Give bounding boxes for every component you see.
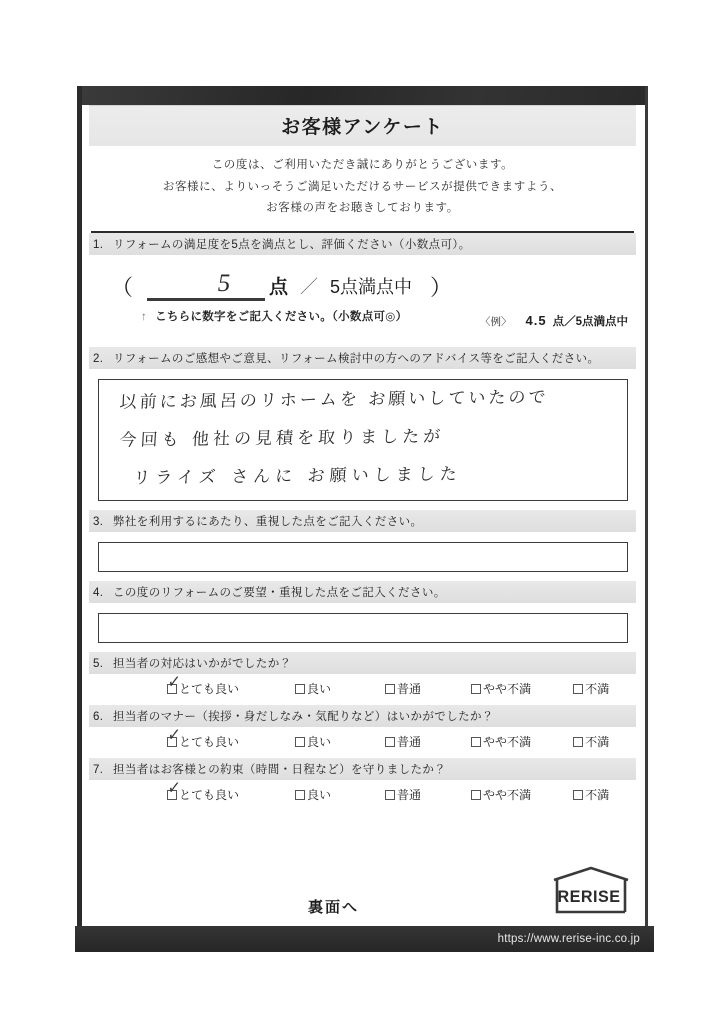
paren-close: ）	[430, 275, 453, 301]
question-2-header	[89, 347, 636, 369]
footer	[82, 860, 645, 952]
checkmark-icon: ✓	[166, 670, 182, 694]
question-2-answer-box[interactable]	[98, 379, 628, 501]
option-label: とても良い	[179, 682, 240, 697]
question-5-text: 担当者の対応はいかがでしたか？	[113, 658, 292, 671]
checkbox-icon	[471, 737, 481, 747]
question-7-number: 7.	[93, 764, 104, 777]
handwriting-line: リライズ さんに お願いしました	[132, 464, 463, 489]
question-2-text: リフォームのご感想やご意見、リフォーム検討中の方へのアドバイス等をご記入ください。	[113, 353, 600, 366]
question-2-handwritten-answer	[92, 374, 627, 498]
checkbox-option[interactable]	[573, 733, 609, 750]
checkbox-icon	[295, 790, 305, 800]
checkbox-icon	[167, 737, 177, 747]
question-4-header	[89, 581, 636, 603]
question-4-text: この度のリフォームのご要望・重視した点をご記入ください。	[113, 587, 446, 600]
score-unit: 点	[269, 277, 289, 299]
option-label: 良い	[307, 682, 332, 697]
checkbox-icon	[295, 684, 305, 694]
question-5-header	[89, 652, 636, 674]
checkbox-icon	[385, 790, 395, 800]
question-5-number: 5.	[93, 658, 104, 671]
checkmark-icon: ✓	[166, 723, 182, 747]
question-3-header	[89, 510, 636, 532]
handwritten-score: 5	[217, 270, 231, 298]
question-7-options	[89, 776, 636, 811]
paren-open: （	[111, 275, 134, 301]
option-label: 普通	[397, 735, 422, 750]
house-logo-icon	[551, 866, 631, 916]
question-3-answer-box[interactable]	[98, 542, 628, 572]
question-7-header	[89, 758, 636, 780]
option-label: 不満	[585, 682, 610, 697]
question-4-answer-box[interactable]	[98, 613, 628, 643]
example-value: 4.5	[525, 313, 547, 329]
footer-url-bar	[75, 926, 654, 952]
option-label: 良い	[307, 735, 332, 750]
question-5-options	[89, 670, 636, 705]
question-1-text: リフォームの満足度を5点を満点とし、評価ください（小数点可）。	[113, 239, 471, 252]
rerise-logo	[551, 866, 631, 916]
checkbox-option[interactable]	[573, 786, 609, 803]
checkbox-option[interactable]	[385, 680, 421, 697]
example-tag: 〈例〉	[480, 316, 512, 329]
handwriting-line: 今回も 他社の見積を取りましたが	[118, 426, 445, 451]
checkbox-icon	[385, 684, 395, 694]
title-band	[89, 105, 636, 146]
checkbox-option[interactable]	[385, 733, 421, 750]
option-label: 普通	[397, 682, 422, 697]
checkbox-option[interactable]	[295, 680, 331, 697]
question-6-number: 6.	[93, 711, 104, 724]
checkbox-icon	[573, 737, 583, 747]
checkbox-icon	[471, 684, 481, 694]
handwriting-line: 以前にお風呂のリホームを お願いしていたので	[119, 387, 550, 413]
checkbox-option[interactable]	[573, 680, 609, 697]
option-label: やや不満	[483, 788, 532, 803]
score-hint-text: こちらに数字をご記入ください。（小数点可◎）	[155, 311, 408, 324]
question-3-text: 弊社を利用するにあたり、重視した点をご記入ください。	[113, 516, 423, 529]
survey-sheet	[77, 86, 648, 952]
checkbox-option[interactable]	[471, 733, 531, 750]
up-arrow-icon: ↑	[141, 311, 148, 324]
question-1-number: 1.	[93, 239, 104, 252]
option-label: とても良い	[179, 788, 240, 803]
checkbox-icon	[471, 790, 481, 800]
checkbox-option[interactable]	[471, 680, 531, 697]
checkbox-option[interactable]	[295, 733, 331, 750]
intro-text	[89, 146, 636, 227]
option-label: とても良い	[179, 735, 240, 750]
question-4-number: 4.	[93, 587, 104, 600]
checkbox-icon	[573, 790, 583, 800]
question-1-header	[89, 233, 636, 255]
checkbox-option[interactable]	[166, 670, 240, 697]
checkbox-option[interactable]	[166, 776, 240, 803]
question-6-options	[89, 723, 636, 758]
svg-text:RERISE: RERISE	[557, 886, 621, 907]
checkbox-option[interactable]	[166, 723, 240, 750]
question-3-number: 3.	[93, 516, 104, 529]
back-side-note: 裏面へ	[307, 899, 359, 916]
option-label: やや不満	[483, 682, 532, 697]
page-title: お客様アンケート	[281, 117, 444, 138]
checkmark-icon: ✓	[166, 776, 182, 800]
question-6-header	[89, 705, 636, 727]
score-row	[89, 269, 636, 301]
checkbox-icon	[573, 684, 583, 694]
checkbox-icon	[167, 684, 177, 694]
score-example	[480, 313, 628, 329]
option-label: 不満	[585, 735, 610, 750]
intro-line: お客様に、よりいっそうご満足いただけるサービスが提供できますよう、	[162, 180, 563, 193]
checkbox-icon	[385, 737, 395, 747]
top-black-bar	[82, 86, 645, 105]
company-url[interactable]: https://www.rerise-inc.co.jp	[497, 933, 640, 945]
checkbox-option[interactable]	[295, 786, 331, 803]
score-max-label: 5点満点中	[330, 277, 413, 298]
intro-line: この度は、ご利用いただき誠にありがとうございます。	[211, 159, 514, 171]
question-1-body	[89, 255, 636, 347]
checkbox-option[interactable]	[385, 786, 421, 803]
example-unit: 点／5点満点中	[552, 316, 628, 329]
score-slash: ／	[300, 277, 319, 298]
checkbox-icon	[295, 737, 305, 747]
question-7-text: 担当者はお客様との約束（時間・日程など）を守りましたか？	[113, 764, 447, 777]
question-2-number: 2.	[93, 353, 104, 366]
option-label: 普通	[397, 788, 422, 803]
score-blank[interactable]	[147, 269, 265, 301]
option-label: 不満	[585, 788, 610, 803]
question-6-text: 担当者のマナー（挨拶・身だしなみ・気配りなど）はいかがでしたか？	[113, 711, 494, 724]
option-label: やや不満	[483, 735, 532, 750]
intro-line: お客様の声をお聴きしております。	[266, 202, 459, 215]
option-label: 良い	[307, 788, 332, 803]
checkbox-icon	[167, 790, 177, 800]
checkbox-option[interactable]	[471, 786, 531, 803]
